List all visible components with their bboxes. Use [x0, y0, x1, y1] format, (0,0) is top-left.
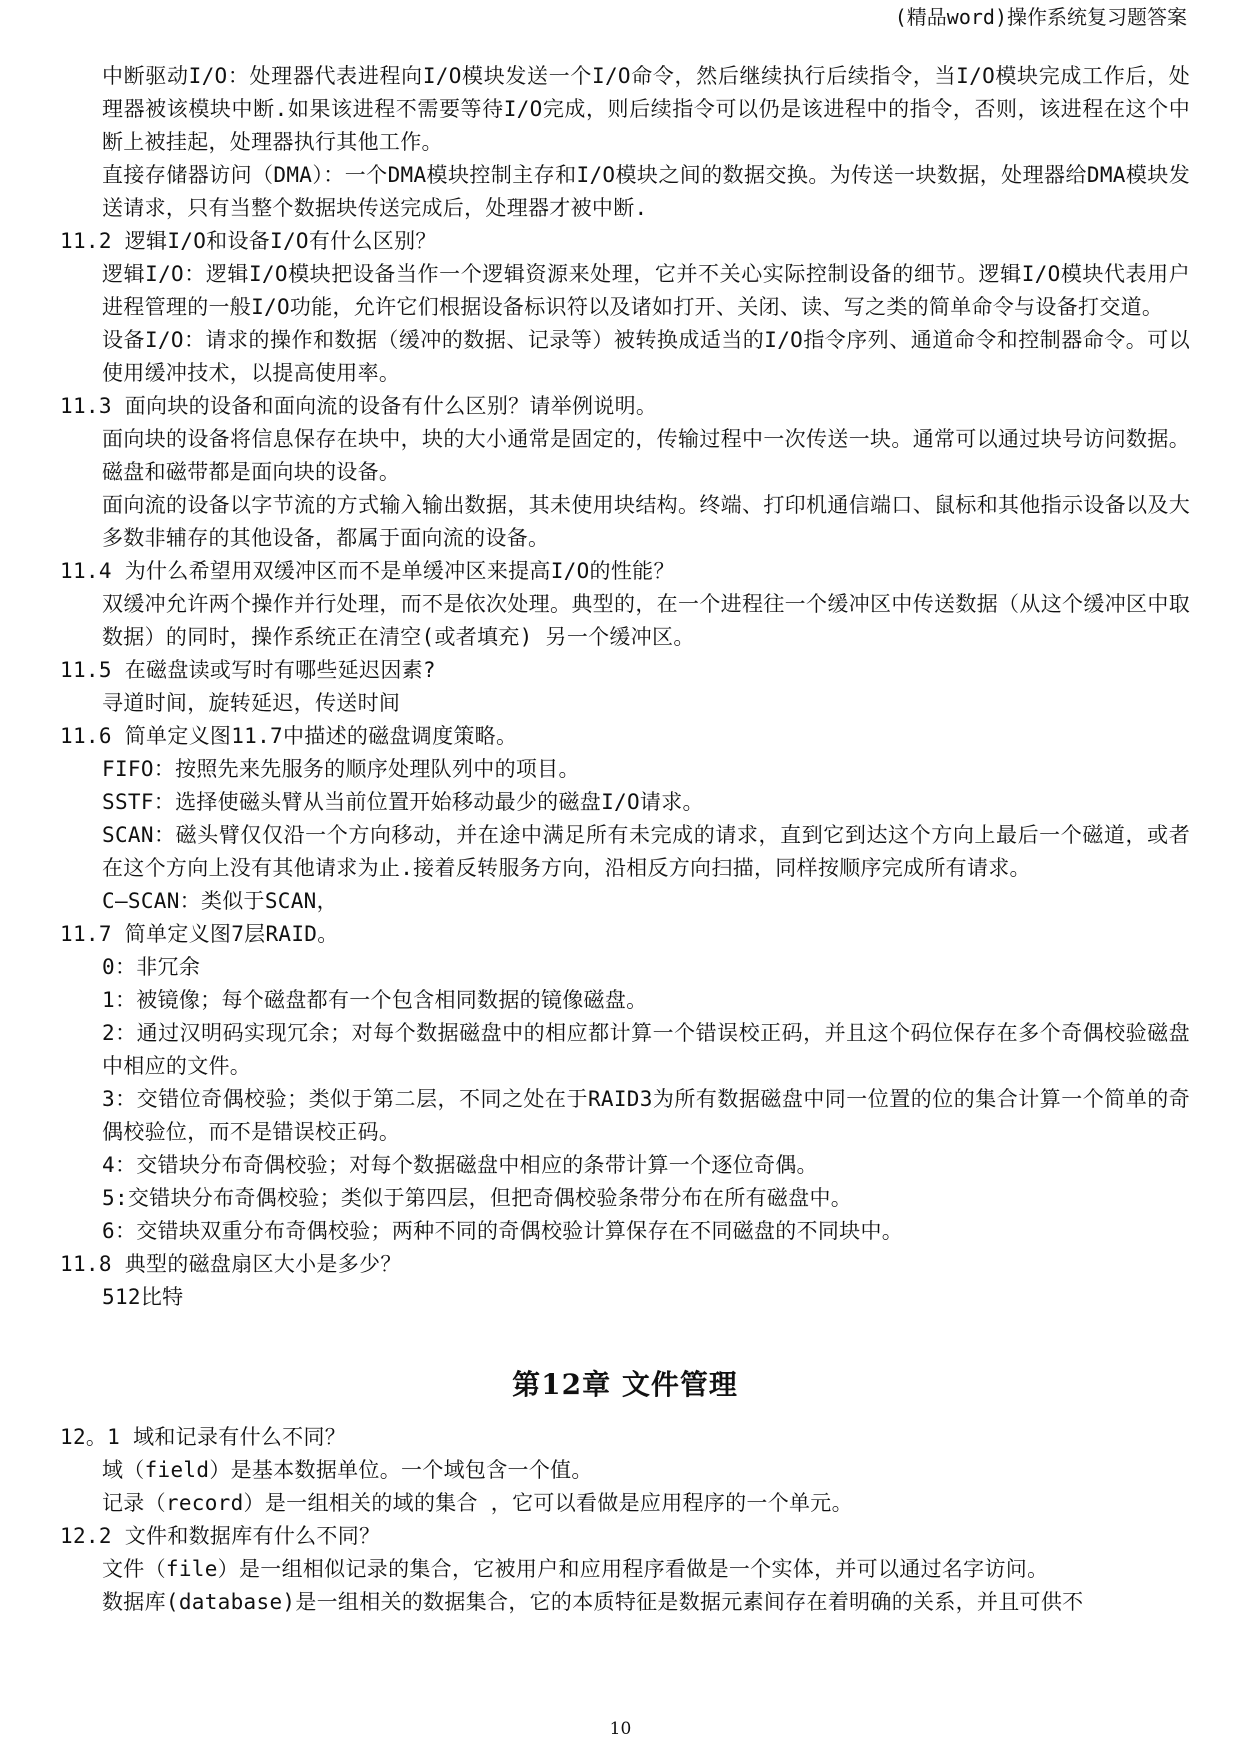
answer-paragraph: FIFO：按照先来先服务的顺序处理队列中的项目。	[102, 757, 580, 781]
chapter-title: 第12章 文件管理	[512, 1368, 738, 1401]
answer-paragraph: 设备I/O：请求的操作和数据（缓冲的数据、记录等）被转换成适当的I/O指令序列、通道命令和控制器命令。可以使用缓冲技术，以提高使用率。	[102, 328, 1190, 385]
answer-paragraph: SSTF：选择使磁头臂从当前位置开始移动最少的磁盘I/O请求。	[102, 790, 704, 814]
question-heading: 11.2 逻辑I/O和设备I/O有什么区别？	[60, 229, 437, 253]
question-heading: 12。1 域和记录有什么不同？	[60, 1425, 347, 1449]
question-heading: 11.3 面向块的设备和面向流的设备有什么区别？请举例说明。	[60, 394, 658, 418]
answer-paragraph: 面向块的设备将信息保存在块中，块的大小通常是固定的，传输过程中一次传送一块。通常可以通过块号访问数据。磁盘和磁带都是面向块的设备。	[102, 427, 1190, 484]
answer-paragraph: 直接存储器访问（DMA）：一个DMA模块控制主存和I/O模块之间的数据交换。为传送一块数据，处理器给DMA模块发送请求，只有当整个数据块传送完成后，处理器才被中断.	[102, 163, 1190, 220]
answer-paragraph: 中断驱动I/O：处理器代表进程向I/O模块发送一个I/O命令，然后继续执行后续指令，当I/O模块完成工作后，处理器被该模块中断.如果该进程不需要等待I/O完成，则后续指令可以仍是该进程中的指令，否则，该进程在这个中断上被挂起，处理器执行其他工作。	[102, 64, 1190, 154]
answer-paragraph: C—SCAN：类似于SCAN，	[102, 889, 338, 913]
answer-paragraph: 记录（record）是一组相关的域的集合 ，它可以看做是应用程序的一个单元。	[102, 1491, 853, 1515]
answer-paragraph: 2：通过汉明码实现冗余；对每个数据磁盘中的相应都计算一个错误校正码，并且这个码位保存在多个奇偶校验磁盘中相应的文件。	[102, 1021, 1190, 1078]
answer-paragraph: 5:交错块分布奇偶校验；类似于第四层，但把奇偶校验条带分布在所有磁盘中。	[102, 1186, 853, 1210]
answer-paragraph: 数据库(database)是一组相关的数据集合，它的本质特征是数据元素间存在着明确的关系，并且可供不	[102, 1590, 1084, 1614]
page-header: (精品word)操作系统复习题答案	[894, 5, 1187, 29]
answer-paragraph: 逻辑I/O：逻辑I/O模块把设备当作一个逻辑资源来处理，它并不关心实际控制设备的细节。逻辑I/O模块代表用户进程管理的一般I/O功能，允许它们根据设备标识符以及诸如打开、关闭、读、写之类的简单命令与设备打交道。	[102, 262, 1190, 319]
answer-paragraph: 512比特	[102, 1285, 184, 1309]
answer-paragraph: 6：交错块双重分布奇偶校验；两种不同的奇偶校验计算保存在不同磁盘的不同块中。	[102, 1219, 904, 1243]
question-heading: 12.2 文件和数据库有什么不同？	[60, 1524, 381, 1548]
question-heading: 11.6 简单定义图11.7中描述的磁盘调度策略。	[60, 724, 518, 748]
answer-paragraph: 面向流的设备以字节流的方式输入输出数据，其未使用块结构。终端、打印机通信端口、鼠标和其他指示设备以及大多数非辅存的其他设备，都属于面向流的设备。	[102, 493, 1190, 550]
answer-paragraph: 双缓冲允许两个操作并行处理，而不是依次处理。典型的，在一个进程往一个缓冲区中传送数据（从这个缓冲区中取数据）的同时，操作系统正在清空(或者填充) 另一个缓冲区。	[102, 592, 1190, 649]
answer-paragraph: 4：交错块分布奇偶校验；对每个数据磁盘中相应的条带计算一个逐位奇偶。	[102, 1153, 818, 1177]
question-heading: 11.4 为什么希望用双缓冲区而不是单缓冲区来提高I/O的性能？	[60, 559, 675, 583]
answer-paragraph: 域（field）是基本数据单位。一个域包含一个值。	[102, 1458, 593, 1482]
answer-paragraph: 0：非冗余	[102, 955, 201, 979]
question-heading: 11.8 典型的磁盘扇区大小是多少？	[60, 1252, 402, 1276]
answer-paragraph: SCAN：磁头臂仅仅沿一个方向移动，并在途中满足所有未完成的请求，直到它到达这个方向上最后一个磁道，或者在这个方向上没有其他请求为止.接着反转服务方向，沿相反方向扫描，同样按顺序完成所有请求。	[102, 823, 1190, 880]
answer-paragraph: 文件（file）是一组相似记录的集合，它被用户和应用程序看做是一个实体，并可以通过名字访问。	[102, 1557, 1049, 1581]
question-heading: 11.7 简单定义图7层RAID。	[60, 922, 339, 946]
document-body	[60, 60, 1190, 1619]
answer-paragraph: 1：被镜像；每个磁盘都有一个包含相同数据的镜像磁盘。	[102, 988, 648, 1012]
answer-paragraph: 寻道时间，旋转延迟，传送时间	[102, 691, 401, 715]
page-number: 10	[609, 1719, 632, 1739]
question-heading: 11.5 在磁盘读或写时有哪些延迟因素?	[60, 658, 436, 682]
answer-paragraph: 3：交错位奇偶校验；类似于第二层，不同之处在于RAID3为所有数据磁盘中同一位置的位的集合计算一个简单的奇偶校验位，而不是错误校正码。	[102, 1087, 1190, 1144]
